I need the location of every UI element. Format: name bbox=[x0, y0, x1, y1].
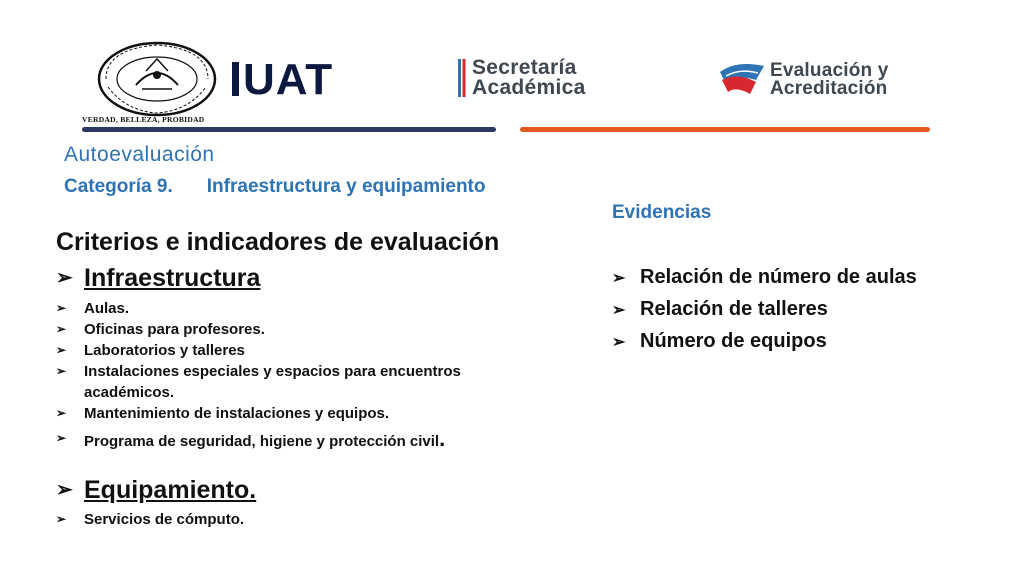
evaluacion-logo-icon bbox=[716, 58, 768, 98]
list-item: ➢ Servicios de cómputo. bbox=[56, 511, 245, 528]
seal-motto: VERDAD, BELLEZA, PROBIDAD bbox=[82, 115, 205, 124]
subtitle: Autoevaluación bbox=[64, 143, 215, 166]
arrow-bullet-icon: ➢ bbox=[612, 270, 626, 287]
infraestructura-list bbox=[56, 298, 516, 452]
list-item: ➢ Número de equipos bbox=[612, 326, 917, 358]
category-name: Infraestructura y equipamiento bbox=[206, 176, 486, 197]
list-item: ➢ Instalaciones especiales y espacios para encuentros académicos. bbox=[56, 363, 461, 401]
list-item: ➢ Aulas. bbox=[56, 300, 130, 317]
list-item: ➢ Laboratorios y talleres bbox=[56, 342, 245, 359]
arrow-bullet-icon: ➢ bbox=[56, 301, 67, 315]
evidence-title: Evidencias bbox=[612, 202, 712, 223]
section-infraestructura bbox=[56, 264, 260, 293]
uat-bar-icon bbox=[232, 62, 239, 96]
navy-divider bbox=[82, 127, 496, 132]
arrow-bullet-icon: ➢ bbox=[56, 364, 67, 378]
arrow-bullet-icon: ➢ bbox=[56, 479, 73, 501]
uat-logo bbox=[232, 55, 334, 104]
list-item: ➢ Relación de talleres bbox=[612, 294, 917, 326]
uat-logo-text: UAT bbox=[243, 55, 334, 104]
section-equipamiento bbox=[56, 476, 256, 505]
equipamiento-list bbox=[56, 509, 516, 530]
evaluacion-logo-text bbox=[770, 62, 889, 98]
secretaria-line2: Académica bbox=[472, 76, 586, 99]
evaluacion-line1: Evaluación y bbox=[770, 60, 889, 81]
secretaria-logo-text bbox=[472, 58, 586, 98]
arrow-bullet-icon: ➢ bbox=[56, 431, 67, 445]
list-item: ➢ Programa de seguridad, higiene y protección civil. bbox=[56, 426, 446, 451]
section-infraestructura-label: Infraestructura bbox=[84, 264, 261, 292]
list-item: ➢ Mantenimiento de instalaciones y equipos. bbox=[56, 405, 390, 422]
arrow-bullet-icon: ➢ bbox=[612, 334, 626, 351]
secretaria-logo-icon bbox=[458, 59, 466, 97]
arrow-bullet-icon: ➢ bbox=[56, 267, 73, 289]
section-equipamiento-label: Equipamiento. bbox=[84, 476, 257, 504]
arrow-bullet-icon: ➢ bbox=[612, 302, 626, 319]
university-seal-logo bbox=[96, 41, 218, 119]
evaluacion-line2: Acreditación bbox=[770, 78, 888, 99]
secretaria-line1: Secretaría bbox=[472, 56, 577, 79]
criteria-title: Criterios e indicadores de evaluación bbox=[56, 228, 500, 256]
arrow-bullet-icon: ➢ bbox=[56, 343, 67, 357]
orange-divider bbox=[520, 127, 930, 132]
list-item: ➢ Oficinas para profesores. bbox=[56, 321, 265, 338]
category-number: Categoría 9. bbox=[64, 176, 173, 197]
arrow-bullet-icon: ➢ bbox=[56, 512, 67, 526]
arrow-bullet-icon: ➢ bbox=[56, 322, 67, 336]
list-item: ➢ Relación de número de aulas bbox=[612, 262, 917, 294]
arrow-bullet-icon: ➢ bbox=[56, 406, 67, 420]
category-title bbox=[64, 176, 486, 198]
evidence-list bbox=[612, 262, 917, 358]
